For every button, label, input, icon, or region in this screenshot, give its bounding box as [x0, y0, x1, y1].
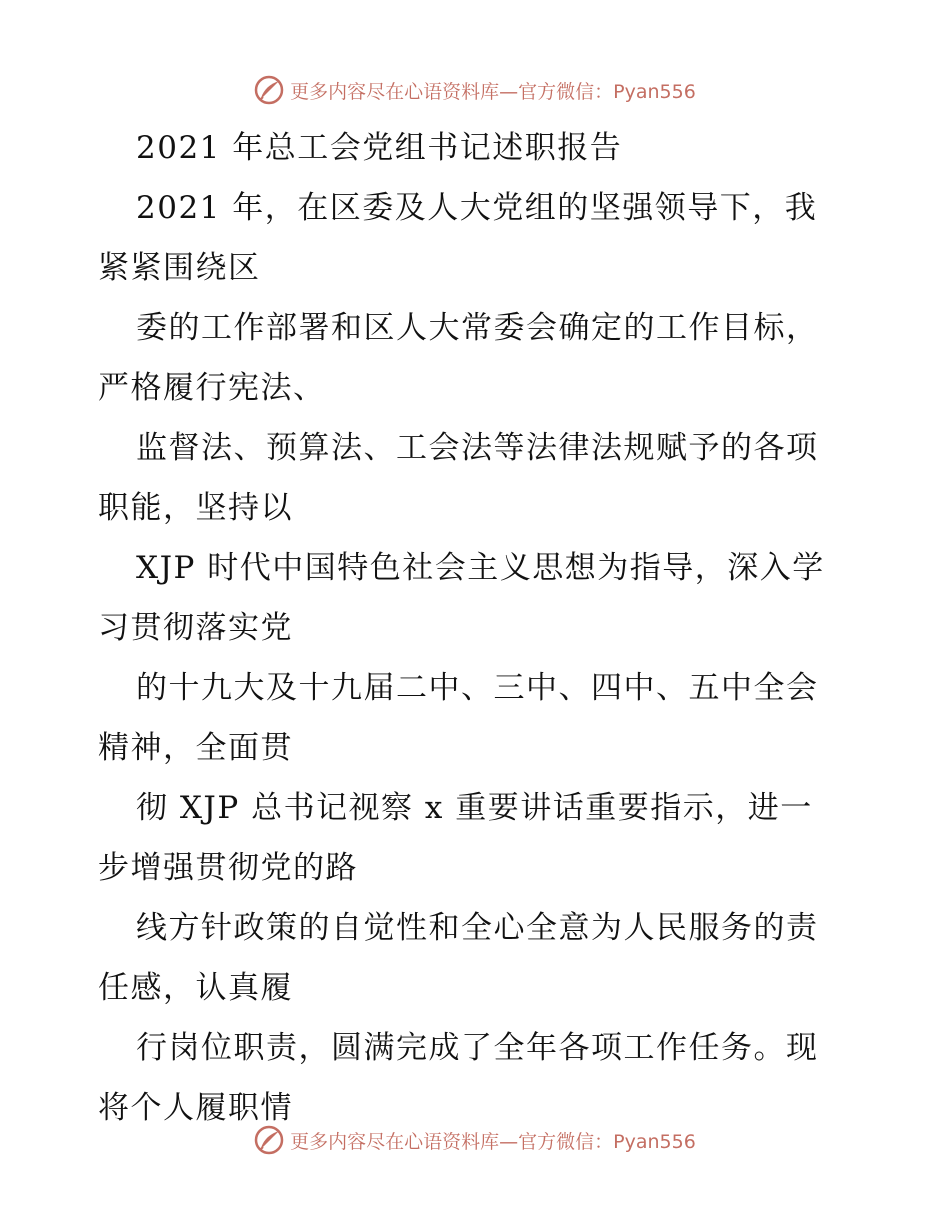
quill-logo-icon: [254, 1125, 284, 1155]
doc-line: 监督法、预算法、工会法等法律法规赋予的各项: [136, 430, 819, 466]
watermark-text: 更多内容尽在心语资料库—官方微信：Pyan556: [290, 80, 696, 103]
doc-line: 的十九大及十九届二中、三中、四中、五中全会: [136, 670, 819, 706]
document-body: [98, 118, 868, 1138]
doc-line: 职能，坚持以: [98, 490, 293, 526]
doc-line: 精神，全面贯: [98, 730, 293, 766]
doc-line: 线方针政策的自觉性和全心全意为人民服务的责: [136, 910, 819, 946]
doc-line: 步增强贯彻党的路: [98, 850, 358, 886]
footer-watermark: [0, 1120, 950, 1160]
doc-line: 委的工作部署和区人大常委会确定的工作目标，: [136, 310, 819, 346]
doc-line: XJP 时代中国特色社会主义思想为指导，深入学: [136, 550, 825, 586]
quill-logo-icon: [254, 75, 284, 105]
doc-line: 将个人履职情: [98, 1090, 293, 1126]
doc-line: 彻 XJP 总书记视察 x 重要讲话重要指示，进一: [136, 790, 813, 826]
doc-line: 紧紧围绕区: [98, 250, 261, 286]
doc-line: 任感，认真履: [98, 970, 293, 1006]
doc-line: 严格履行宪法、: [98, 370, 326, 406]
doc-line: 习贯彻落实党: [98, 610, 293, 646]
doc-line: 行岗位职责，圆满完成了全年各项工作任务。现: [136, 1030, 819, 1066]
doc-line: 2021 年总工会党组书记述职报告: [136, 130, 623, 166]
watermark-text: 更多内容尽在心语资料库—官方微信：Pyan556: [290, 1130, 696, 1153]
header-watermark: [0, 70, 950, 110]
doc-line: 2021 年，在区委及人大党组的坚强领导下，我: [136, 190, 818, 226]
